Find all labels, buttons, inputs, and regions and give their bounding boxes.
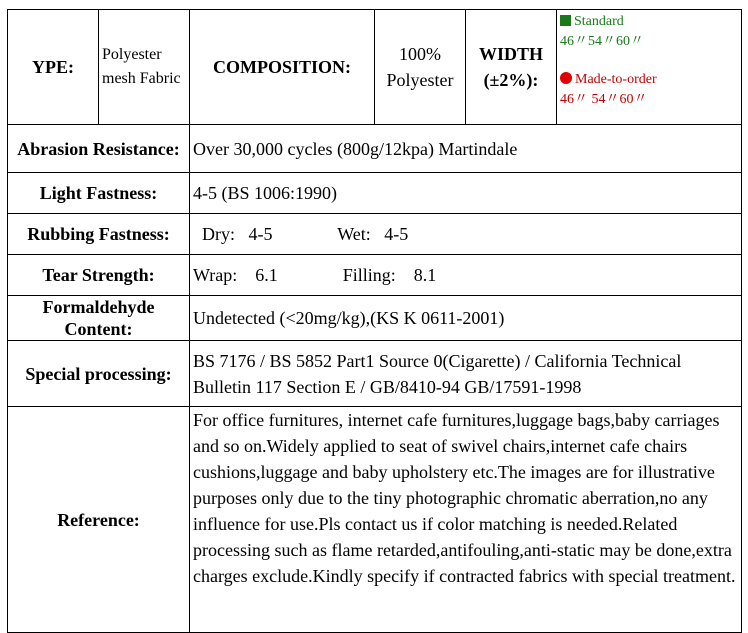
light-label: Light Fastness: [8,173,190,214]
rubbing-label: Rubbing Fastness: [8,214,190,255]
reference-value: For office furnitures, internet cafe furnitures,luggage bags,baby carriages and so on.Widely applied to seat of swivel chairs,internet cafe chairs cushions,luggage and baby upholstery etc.The images are for illustrative purposes only due to the tiny photographic chromatic aberration,no any influence for use.Pls contact us if color matching is needed.Related processing such as flame retarded,antifouling,anti-static may be done,extra charges exclude.Kindly specify if contracted fabrics with special treatment. [190,407,742,633]
abrasion-value: Over 30,000 cycles (800g/12kpa) Martindale [190,125,742,173]
tear-row [8,255,742,296]
special-row [8,341,742,407]
reference-label: Reference: [8,407,190,633]
width-label-cell [466,10,557,125]
tear-wrap-label: Wrap: [193,265,238,285]
made-to-order-label: Made-to-order [575,72,657,87]
type-label: YPE: [8,10,99,125]
tear-filling-label: Filling: [342,265,396,285]
header-row [8,10,742,125]
width-label: WIDTH [478,44,543,64]
width-options [557,10,742,125]
tear-filling-value: 8.1 [413,265,437,285]
type-value: Polyester mesh Fabric [99,10,190,125]
formaldehyde-row [8,296,742,341]
made-to-order-option [560,70,738,90]
tear-label: Tear Strength: [8,255,190,296]
rubbing-wet-value: 4-5 [384,224,409,244]
green-square-icon [560,15,571,26]
standard-label: Standard [574,14,624,29]
made-to-order-values: 46〃 54〃60〃 [560,92,648,107]
rubbing-wet-label: Wet: [337,224,371,244]
formaldehyde-value: Undetected (<20mg/kg),(KS K 0611-2001) [190,296,742,341]
composition-value: 100% Polyester [375,10,466,125]
formaldehyde-label: Formaldehyde Content: [8,296,190,341]
rubbing-dry-value: 4-5 [248,224,273,244]
composition-label: COMPOSITION: [190,10,375,125]
abrasion-label: Abrasion Resistance: [8,125,190,173]
reference-row [8,407,742,633]
special-value: BS 7176 / BS 5852 Part1 Source 0(Cigarette) / California Technical Bulletin 117 Section E / GB/8410-94 GB/17591-1998 [190,341,742,407]
rubbing-row [8,214,742,255]
tear-values [190,255,742,296]
standard-values: 46〃54〃60〃 [560,34,644,49]
tear-wrap-value: 6.1 [255,265,278,285]
rubbing-dry-label: Dry: [202,224,235,244]
spec-table [7,9,742,633]
light-row [8,173,742,214]
width-tolerance: (±2%): [483,70,539,90]
standard-option [560,12,738,32]
special-label: Special processing: [8,341,190,407]
light-value: 4-5 (BS 1006:1990) [190,173,742,214]
red-dot-icon [560,72,572,84]
rubbing-values [190,214,742,255]
abrasion-row [8,125,742,173]
